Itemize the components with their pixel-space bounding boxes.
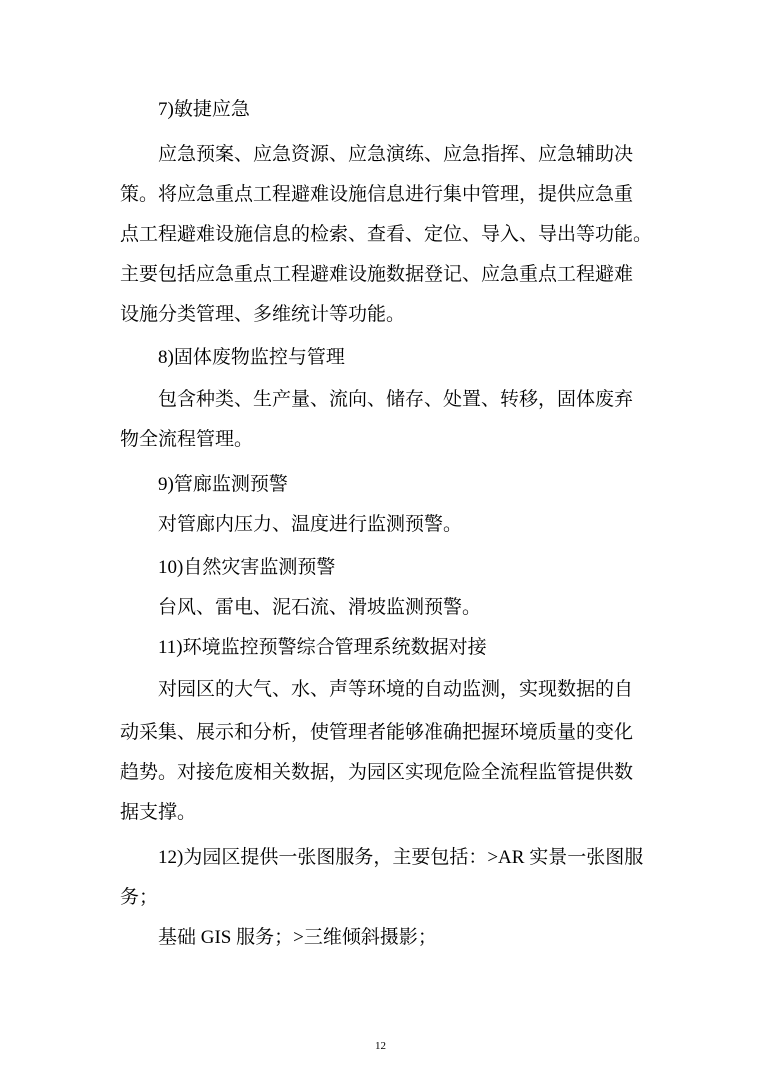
heading-natural-disaster: 10)自然灾害监测预警	[158, 557, 336, 578]
heading-one-map-service: 12)为园区提供一张图服务，主要包括：>AR 实景一张图服	[158, 847, 644, 868]
paragraph-line: 动采集、展示和分析，使管理者能够准确把握环境质量的变化	[120, 722, 634, 743]
paragraph-line: 据支撑。	[120, 802, 197, 823]
paragraph-line: 点工程避难设施信息的检索、查看、定位、导入、导出等功能。	[120, 224, 653, 245]
heading-environment-monitoring: 11)环境监控预警综合管理系统数据对接	[158, 637, 487, 658]
paragraph-line: 对园区的大气、水、声等环境的自动监测，实现数据的自	[158, 679, 634, 700]
paragraph-line: 物全流程管理。	[120, 429, 254, 450]
page-number: 12	[375, 1040, 386, 1052]
paragraph-line: 趋势。对接危废相关数据，为园区实现危险全流程监管提供数	[120, 762, 634, 783]
paragraph-line: 基础 GIS 服务；>三维倾斜摄影；	[158, 927, 437, 948]
paragraph-line: 务；	[120, 887, 159, 908]
paragraph-line: 对管廊内压力、温度进行监测预警。	[158, 514, 463, 535]
heading-agile-emergency: 7)敏捷应急	[158, 99, 250, 120]
heading-solid-waste: 8)固体废物监控与管理	[158, 347, 345, 368]
paragraph-line: 策。将应急重点工程避难设施信息进行集中管理，提供应急重	[120, 184, 634, 205]
paragraph-line: 台风、雷电、泥石流、滑坡监测预警。	[158, 597, 482, 618]
paragraph-line: 包含种类、生产量、流向、储存、处置、转移，固体废弃	[158, 389, 634, 410]
paragraph-line: 设施分类管理、多维统计等功能。	[120, 304, 406, 325]
paragraph-line: 主要包括应急重点工程避难设施数据登记、应急重点工程避难	[120, 264, 634, 285]
paragraph-line: 应急预案、应急资源、应急演练、应急指挥、应急辅助决	[158, 144, 634, 165]
heading-pipe-gallery: 9)管廊监测预警	[158, 474, 288, 495]
